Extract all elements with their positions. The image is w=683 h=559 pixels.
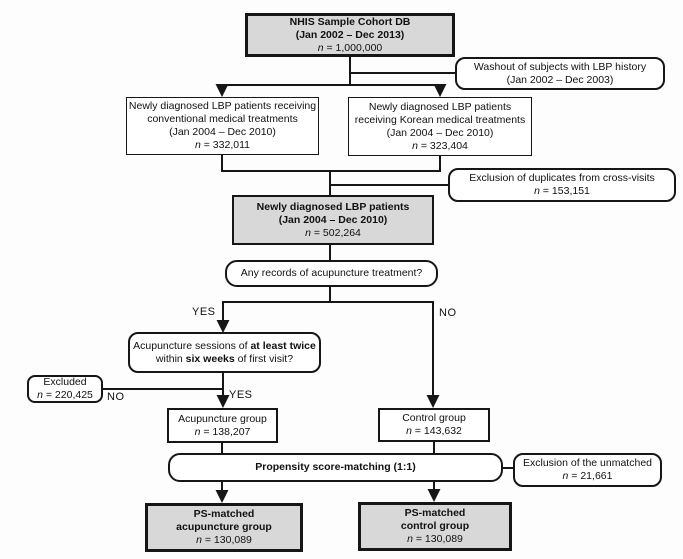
node-text: control group xyxy=(400,520,470,532)
node-text: NHIS Sample Cohort DB xyxy=(289,15,411,28)
node-text: PS-matched xyxy=(404,507,466,519)
node-count: n = 323,404 xyxy=(412,139,468,152)
node-text: Acupuncture sessions of at least twice within six weeks of first visit? xyxy=(133,339,316,365)
node-count: n = 1,000,000 xyxy=(317,41,383,54)
branch-label-no-excluded: NO xyxy=(107,391,125,403)
node-text: Exclusion of duplicates from cross-visits xyxy=(469,172,655,184)
node-text: Excluded xyxy=(43,376,87,388)
node-excluded xyxy=(27,375,103,403)
branch-label-no: NO xyxy=(439,307,457,319)
node-newly-diagnosed xyxy=(232,195,434,245)
node-washout xyxy=(455,57,665,90)
node-ps-matched-acupuncture xyxy=(145,503,303,552)
node-text: (Jan 2004 – Dec 2010) xyxy=(386,126,494,139)
node-text: receiving Korean medical treatments xyxy=(354,113,526,126)
node-text: Acupuncture group xyxy=(178,412,267,425)
node-text: (Jan 2002 – Dec 2013) xyxy=(295,28,405,41)
node-text: (Jan 2004 – Dec 2010) xyxy=(278,213,388,226)
node-text: Newly diagnosed LBP patients receiving xyxy=(128,100,317,112)
node-count: n = 21,661 xyxy=(562,470,613,482)
node-count: n = 138,207 xyxy=(194,425,251,438)
node-acupuncture-question xyxy=(225,260,438,287)
node-text: Any records of acupuncture treatment? xyxy=(240,267,423,279)
node-text: conventional medical treatments xyxy=(147,113,298,125)
node-acupuncture-group xyxy=(167,408,278,443)
node-duplicate-exclusion xyxy=(448,168,676,202)
node-korean-treatment xyxy=(348,97,532,156)
node-ps-matched-control xyxy=(358,502,512,551)
node-text: Exclusion of the unmatched xyxy=(523,457,652,469)
node-text: acupuncture group xyxy=(176,521,272,533)
node-text: Newly diagnosed LBP patients xyxy=(368,100,512,113)
node-count: n = 502,264 xyxy=(305,226,361,239)
node-sessions-question xyxy=(128,332,321,373)
node-text: (Jan 2002 – Dec 2003) xyxy=(506,73,614,86)
node-text: Newly diagnosed LBP patients xyxy=(256,200,410,213)
branch-label-yes-group: YES xyxy=(229,389,253,401)
node-text: Propensity score-matching (1:1) xyxy=(255,461,416,473)
node-count: n = 130,089 xyxy=(407,533,463,545)
node-count: n = 220,425 xyxy=(37,389,93,401)
node-ps-matching xyxy=(168,453,503,482)
node-control-group xyxy=(378,408,490,442)
branch-label-yes: YES xyxy=(192,306,216,318)
node-text: Control group xyxy=(402,412,466,424)
node-unmatched-exclusion xyxy=(513,453,662,487)
node-count: n = 130,089 xyxy=(196,534,252,546)
node-count: n = 143,632 xyxy=(406,425,462,437)
node-count: n = 332,011 xyxy=(195,139,250,151)
node-text: Washout of subjects with LBP history xyxy=(473,60,647,73)
node-text: PS-matched xyxy=(193,508,255,520)
node-text: (Jan 2004 – Dec 2010) xyxy=(169,126,276,138)
node-cohort-db xyxy=(245,13,455,57)
node-count: n = 153,151 xyxy=(534,185,590,197)
node-conventional-treatment xyxy=(126,97,319,155)
